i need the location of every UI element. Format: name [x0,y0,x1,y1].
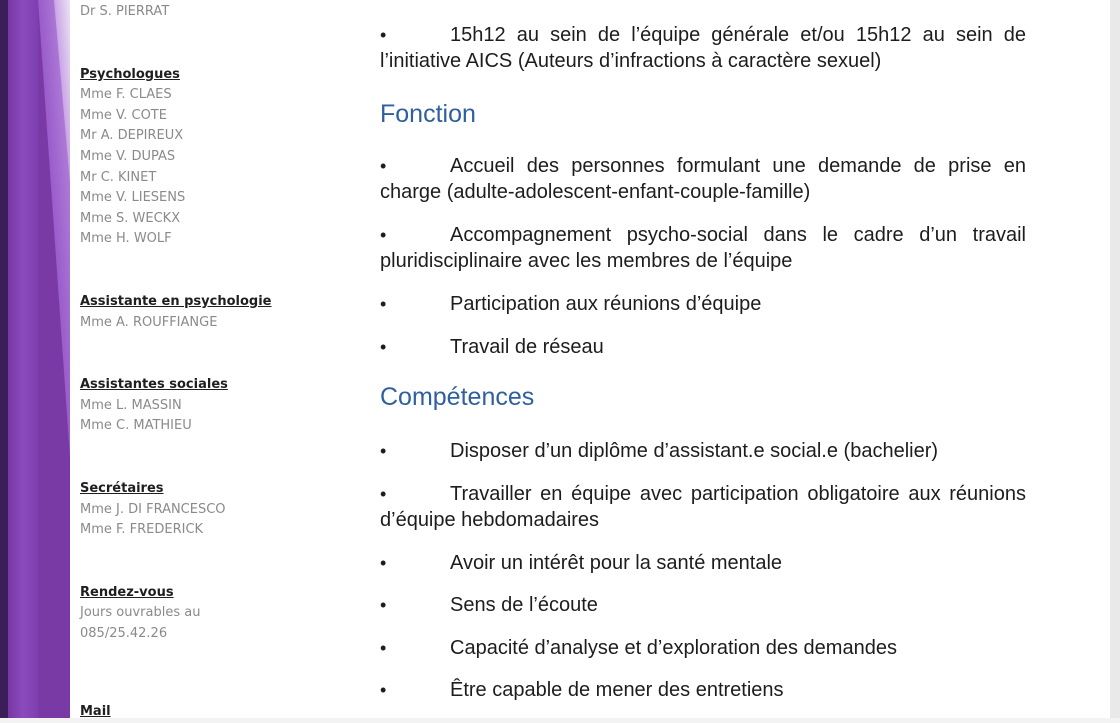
list-item [380,334,1026,360]
bullet: • [380,25,387,45]
bullet: • [380,337,387,357]
staff-name: Mr C. KINET [80,169,157,185]
bullet: • [380,680,387,700]
item-text: Accueil des personnes formulant une demande de prise en charge (adulte-adolescent-enfant-couple-famille) [380,155,1026,203]
section-heading-rendez-vous: Rendez-vous [80,584,174,600]
item-text: Capacité d’analyse et d’exploration des demandes [450,637,897,659]
item-text: Travailler en équipe avec participation obligatoire aux réunions d’équipe hebdomadaires [380,483,1026,531]
item-text: Participation aux réunions d’équipe [450,293,762,315]
decorative-purple-band [0,0,70,718]
item-text: Disposer d’un diplôme d’assistant.e social.e (bachelier) [450,440,939,462]
bullet: • [380,638,387,658]
bullet: • [380,484,387,504]
staff-name: Mme C. MATHIEU [80,418,192,434]
staff-name: Mme L. MASSIN [80,397,182,413]
staff-name: Mme J. DI FRANCESCO [80,501,226,517]
staff-name: Mme V. LIESENS [80,190,186,206]
staff-name: Mme V. DUPAS [80,148,176,164]
list-item [380,438,1026,464]
list-item [380,677,1026,703]
list-item [380,635,1026,661]
item-text: Sens de l’écoute [450,594,598,616]
item-text: 15h12 au sein de l’équipe générale et/ou 15h12 au sein de l’initiative AICS (Auteurs d’infractions à caractère sexuel) [380,24,1026,72]
band-edge [0,0,8,718]
item-text: Avoir un intérêt pour la santé mentale [450,552,783,574]
item-text: Être capable de mener des entretiens [450,679,784,701]
list-item [380,481,1026,533]
item-text: Travail de réseau [450,336,604,358]
job-description [380,22,1026,703]
list-item [380,291,1026,317]
phone-number: 085/25.42.26 [80,625,168,641]
bullet: • [380,595,387,615]
bullet: • [380,156,387,176]
hours-line: Jours ouvrables au [80,605,201,621]
page-edge [1110,0,1120,718]
section-title-competences: Compétences [380,383,535,411]
bullet: • [380,441,387,461]
section-heading-mail: Mail [80,704,111,720]
item-text: Accompagnement psycho-social dans le cadre d’un travail pluridisciplinaire avec les membres de l’équipe [380,224,1026,272]
staff-name: Mme H. WOLF [80,231,172,247]
staff-name: Mr A. DEPIREUX [80,128,184,144]
staff-name: Dr S. PIERRAT [80,4,170,19]
section-heading-assistantes-sociales: Assistantes sociales [80,377,228,393]
bullet: • [380,294,387,314]
staff-name: Mme A. ROUFFIANGE [80,314,218,330]
bullet: • [380,553,387,573]
list-item [380,153,1026,205]
list-item [380,592,1026,618]
staff-name: Mme V. COTE [80,107,167,123]
bullet: • [380,225,387,245]
list-item [380,22,1026,74]
list-item [380,222,1026,274]
staff-name: Mme F. CLAES [80,87,172,103]
section-heading-secretaires: Secrétaires [80,480,164,496]
section-title-fonction: Fonction [380,100,476,128]
staff-sidebar [80,2,280,723]
staff-name: Mme S. WECKX [80,210,181,226]
staff-name: Mme F. FREDERICK [80,522,204,538]
list-item [380,550,1026,576]
section-heading-psychologues: Psychologues [80,66,180,82]
section-heading-assistante-psychologie: Assistante en psychologie [80,293,272,309]
